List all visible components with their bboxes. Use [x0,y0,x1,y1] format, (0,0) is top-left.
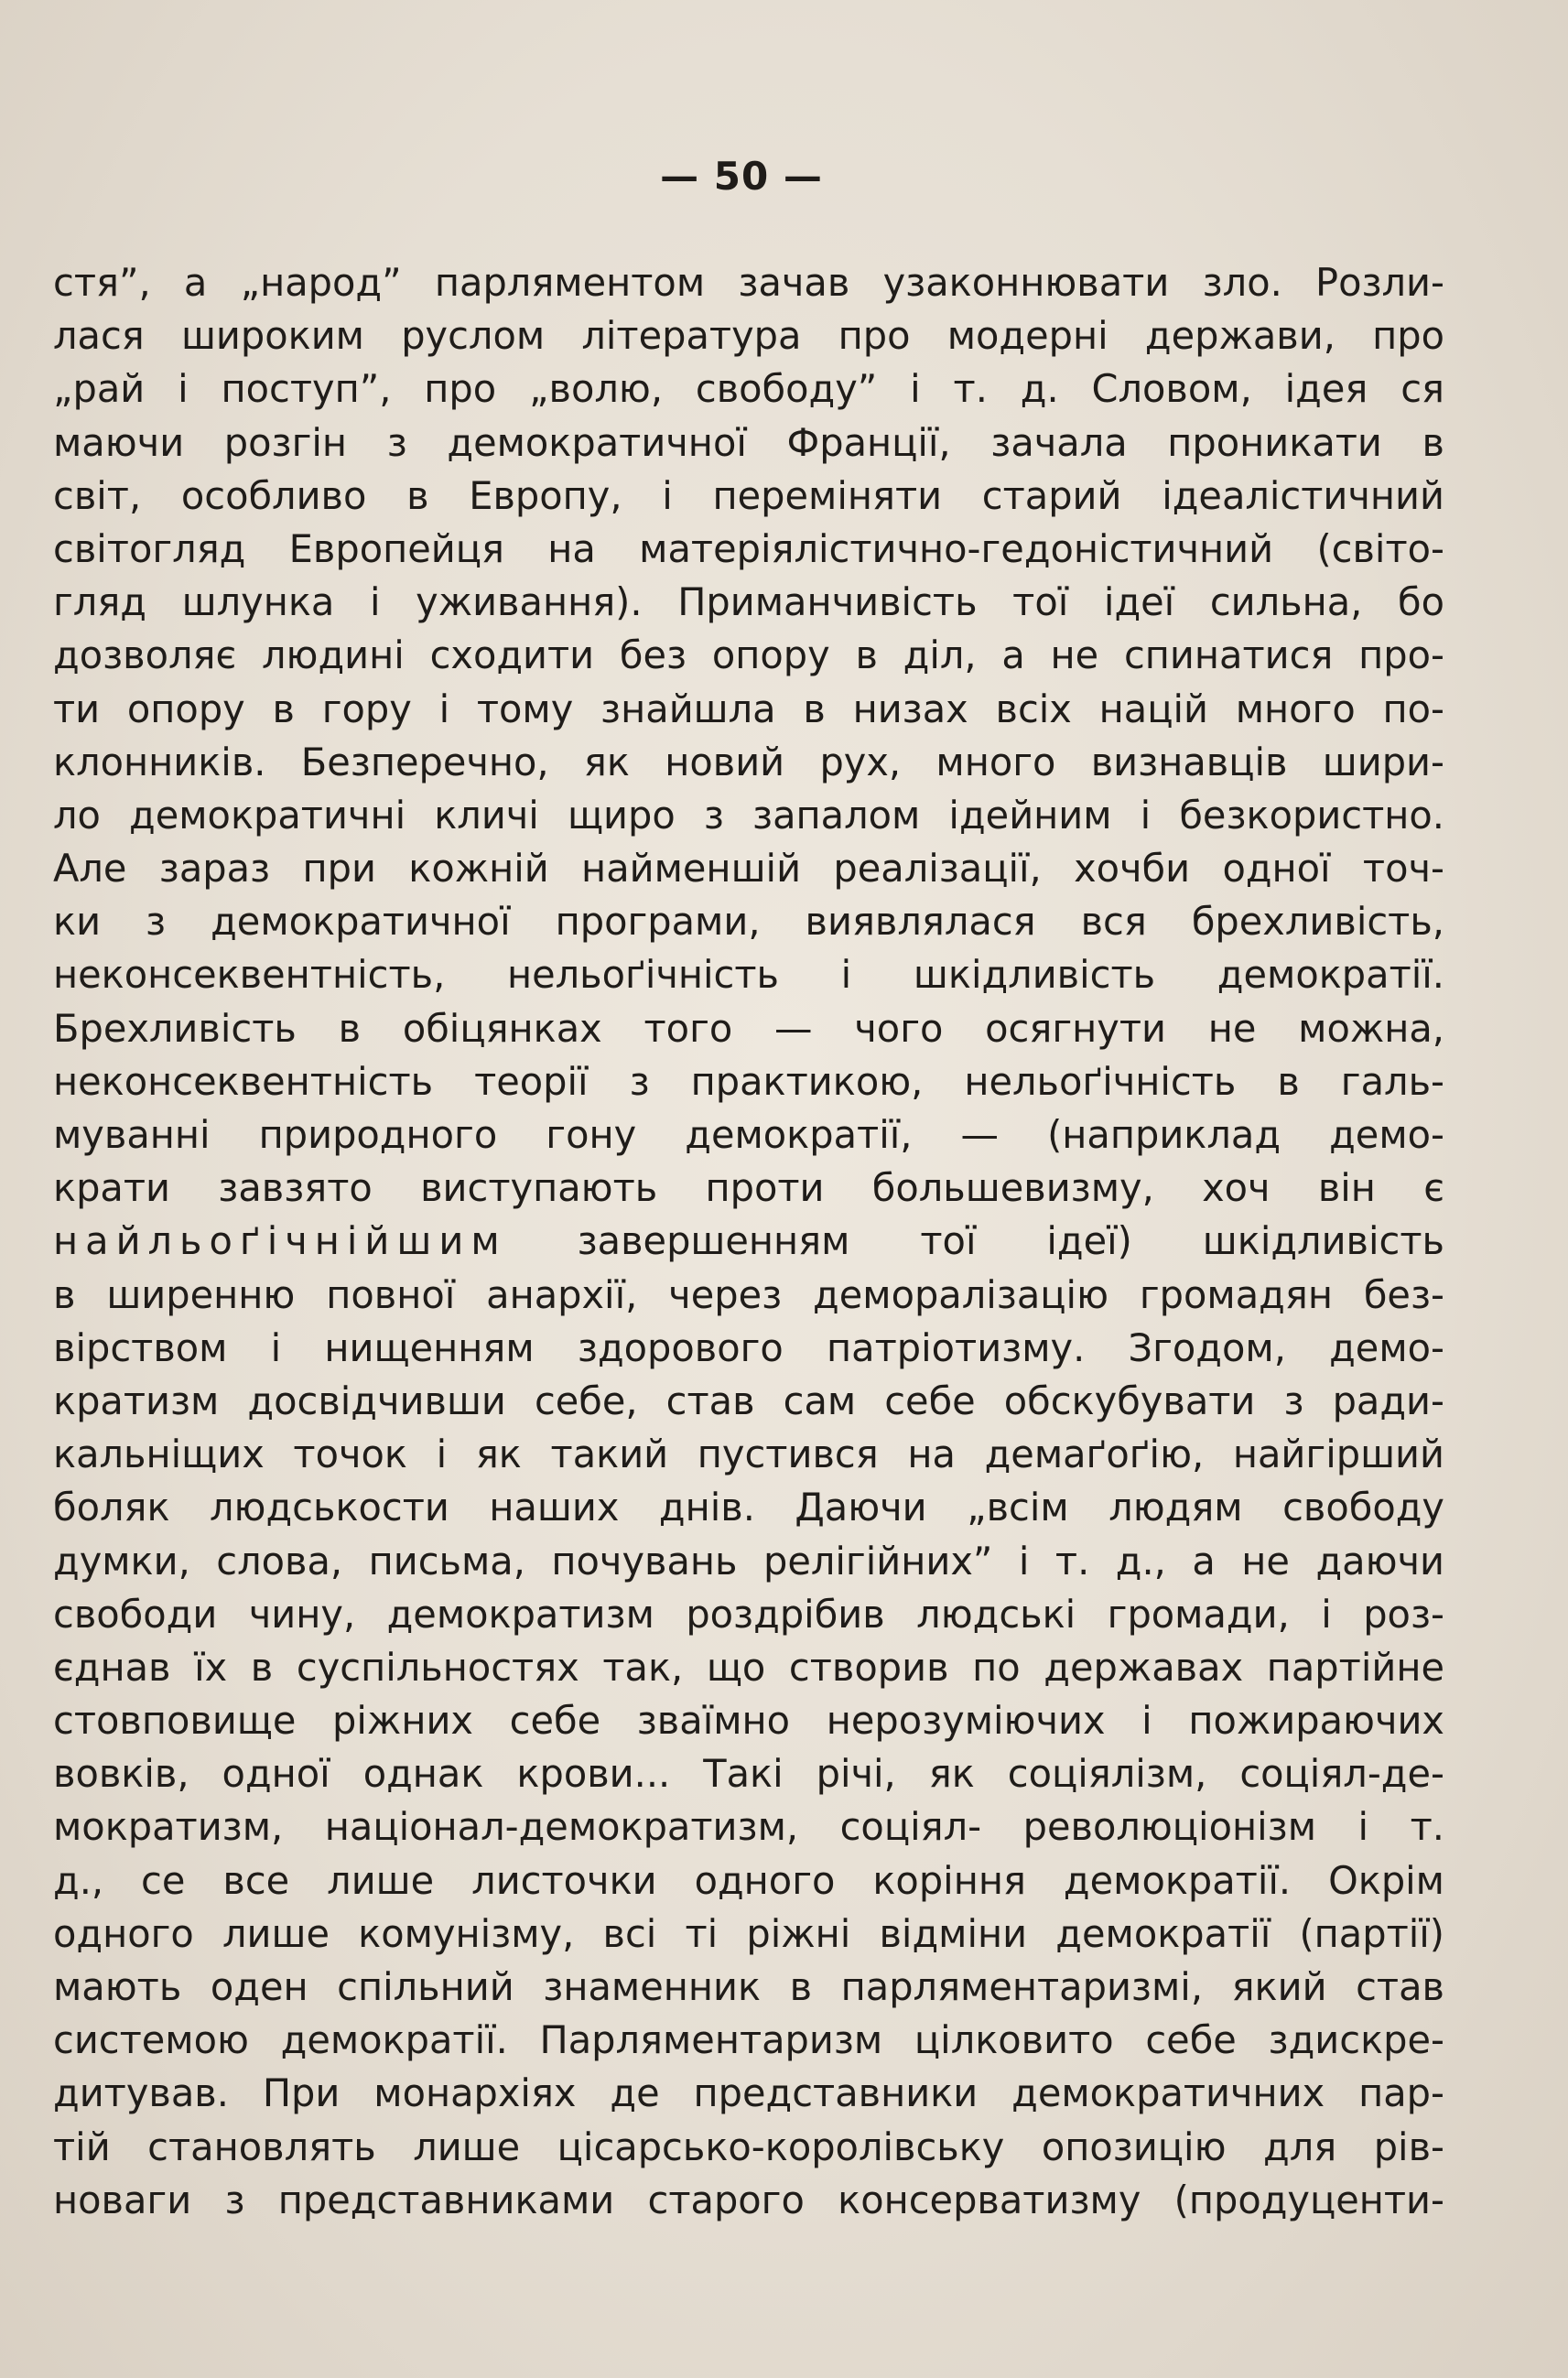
text-line: світогляд Европейця на матеріялістично-гедоністичний (світо- [53,525,1444,571]
text-line: муванні природного гону демократії, — (наприклад демо- [53,1112,1444,1157]
text-line: тій становлять лише цісарсько-королівську опозицію для рів- [53,2124,1444,2169]
text-line: мають оден спільний знаменник в парляментаризмі, який став [53,1964,1444,2009]
text-line: неконсеквентність, нельоґічність і шкідливість демократії. [53,952,1444,998]
text-line: боляк людськости наших днів. Даючи „всім людям свободу [53,1485,1444,1530]
emphasis-line-rest: завершенням тої ідеї) шкідливість [506,1218,1444,1264]
text-line: лася широким руслом література про модерні держави, про [53,313,1444,359]
text-line: одного лише комунізму, всі ті ріжні відміни демократії (партії) [53,1910,1444,1956]
text-line: дитував. При монархіях де представники демократичних пар- [53,2070,1444,2116]
text-line: крати завзято виступають проти большевизму, хоч він є [53,1165,1444,1211]
text-line: неконсеквентність теорії з практикою, нельоґічність в галь- [53,1058,1444,1104]
text-line: гляд шлунка і уживання). Приманчивість тої ідеї сильна, бо [53,579,1444,625]
text-line: системою демократії. Парляментаризм цілковито себе здискре- [53,2017,1444,2063]
text-line: кратизм досвідчивши себе, став сам себе обскубувати з ради- [53,1378,1444,1423]
text-line: в ширенню повної анархії, через деморалізацію громадян без- [53,1271,1444,1317]
text-line: клонників. Безперечно, як новий рух, много визнавців шири- [53,739,1444,784]
text-line: „рай і поступ”, про „волю, свободу” і т. д. Словом, ідея ся [53,366,1444,412]
text-line: вовків, одної однак крови... Такі річі, як соціялізм, соціял-де- [53,1751,1444,1797]
text-line: ти опору в гору і тому знайшла в низах всіх націй много по- [53,686,1444,731]
text-line: дозволяє людині сходити без опору в діл, а не спинатися про- [53,632,1444,678]
text-line: стовповище ріжних себе зваїмно нерозуміючих і пожираючих [53,1698,1444,1744]
text-line: вірством і нищенням здорового патріотизму. Згодом, демо- [53,1324,1444,1370]
text-line: свободи чину, демократизм роздрібив людські громади, і роз- [53,1591,1444,1637]
text-line: думки, слова, письма, почувань релігійних” і т. д., а не даючи [53,1538,1444,1584]
page-number: — 50 — [660,154,823,199]
text-line-emphasis [53,1215,1444,1268]
spaced-emphasis: найльоґічнійшим [53,1218,507,1264]
text-line: д., се все лише листочки одного коріння демократії. Окрім [53,1857,1444,1903]
text-line: світ, особливо в Европу, і переміняти старий ідеалістичний [53,472,1444,518]
text-line: кальніщих точок і як такий пустився на демаґоґію, найгірший [53,1432,1444,1477]
text-line: маючи розгін з демократичної Франції, зачала проникати в [53,419,1444,465]
text-line: ло демократичні кличі щиро з запалом ідейним і безкористно. [53,792,1444,838]
text-line: стя”, а „народ” парляментом зачав узаконнювати зло. Розли- [53,260,1444,305]
body-text [53,256,1444,2227]
text-line: новаги з представниками старого консерватизму (продуценти- [53,2177,1444,2222]
text-line: єднав їх в суспільностях так, що створив по державах партійне [53,1644,1444,1690]
text-line: ки з демократичної програми, виявлялася вся брехливість, [53,899,1444,945]
text-line: мократизм, націонал-демократизм, соціял- революціонізм і т. [53,1804,1444,1850]
text-line: Брехливість в обіцянках того — чого осягнути не можна, [53,1005,1444,1051]
text-line: Але зараз при кожній найменшій реалізації, хочби одної точ- [53,846,1444,892]
